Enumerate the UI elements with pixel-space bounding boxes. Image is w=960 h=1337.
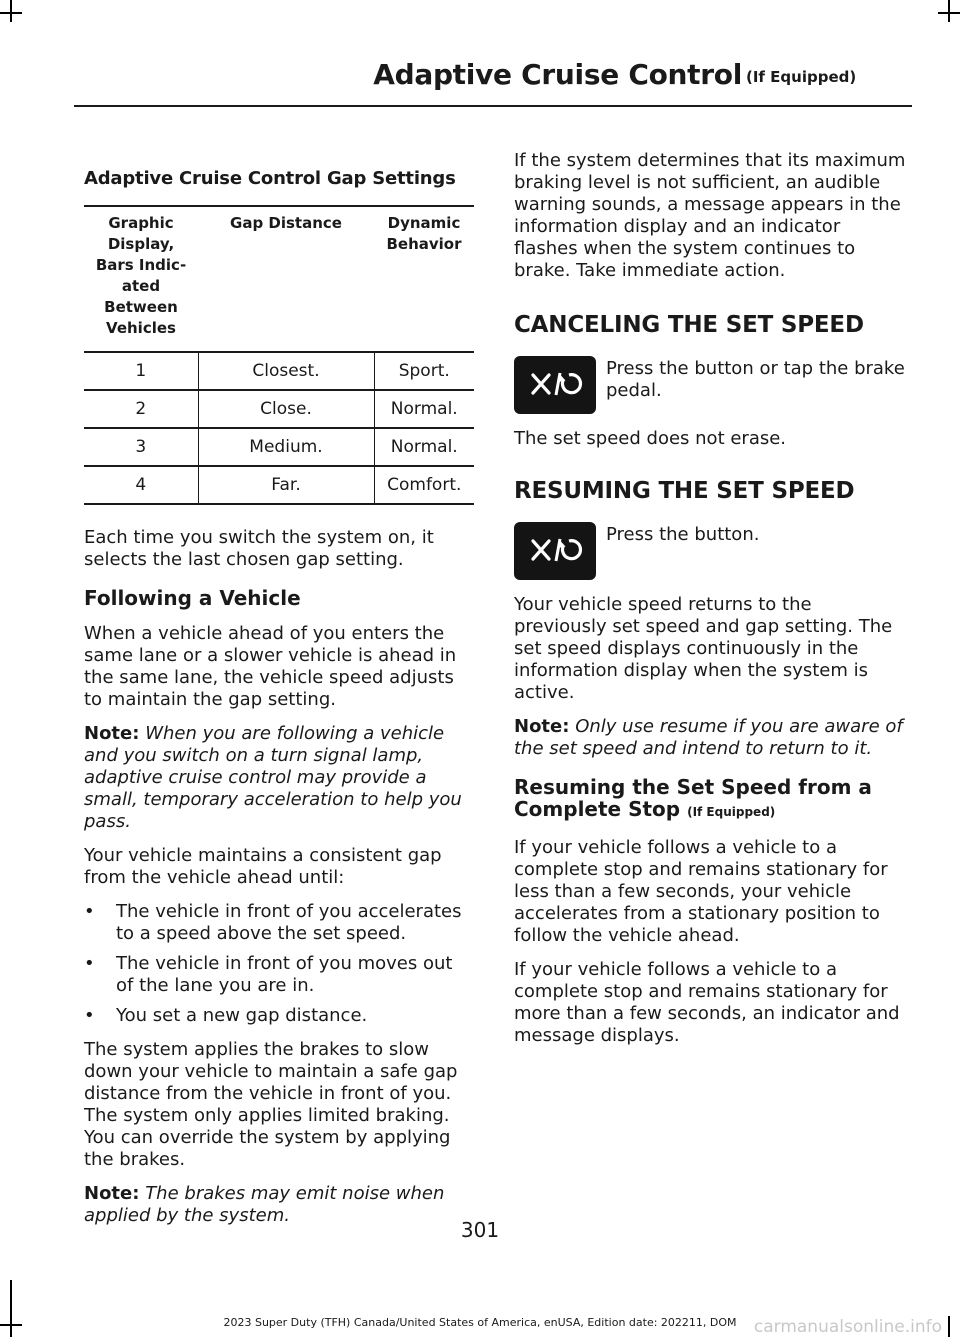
note-turn-signal [84, 723, 474, 833]
gap-settings-table [84, 205, 474, 505]
heading-resuming-set-speed: RESUMING THE SET SPEED [514, 478, 855, 504]
crop-mark [948, 0, 950, 22]
bullet-list [84, 901, 474, 1027]
bullet-dot: • [84, 901, 95, 922]
crop-mark [0, 12, 22, 14]
table-row [84, 352, 474, 390]
table-cell: Medium. [198, 428, 374, 466]
paragraph-speed-returns: Your vehicle speed returns to the previously set speed and gap setting. The set speed displays continuously in the information display when the system is active. [514, 594, 893, 703]
table-cell: Comfort. [374, 466, 474, 504]
note-text: Only use resume if you are aware of the set speed and intend to return to it. [514, 716, 903, 759]
heading-text: Resuming the Set Speed from a Complete Stop [514, 775, 872, 821]
note-resume [514, 716, 908, 760]
crop-mark [938, 12, 960, 14]
note-text: The brakes may emit noise when applied by the system. [84, 1183, 445, 1226]
list-item-text: The vehicle in front of you accelerates to a speed above the set speed. [116, 901, 462, 944]
note-label: Note: [84, 723, 140, 744]
table-cell: Closest. [198, 352, 374, 390]
paragraph-stationary-less: If your vehicle follows a vehicle to a complete stop and remains stationary for less than a few seconds, your vehicle accelerates from a stationary position to follow the vehicle ahead. [514, 837, 888, 946]
list-item-text: The vehicle in front of you moves out of the lane you are in. [116, 953, 453, 996]
right-column [514, 150, 908, 1059]
page-header-title: Adaptive Cruise Control [373, 58, 742, 91]
cancel-instruction-row [514, 356, 908, 414]
paragraph-not-erase: The set speed does not erase. [514, 428, 787, 449]
heading-resume-from-stop [514, 776, 908, 823]
bullet-dot: • [84, 953, 95, 974]
table-header-cell: Gap Distance [198, 206, 374, 352]
table-row [84, 390, 474, 428]
watermark: carmanualsonline.info [753, 1317, 942, 1337]
left-column [84, 168, 474, 1239]
table-cell: Normal. [374, 428, 474, 466]
table-header-cell: Graphic Display, Bars Indic- ated Between Vehicles [84, 206, 198, 352]
footer-edition: 2023 Super Duty (TFH) Canada/United States of America, enUSA, Edition date: 202211, DOM [223, 1316, 737, 1329]
cancel-resume-button-icon [514, 522, 596, 580]
table-cell: 4 [84, 466, 198, 504]
crop-mark [10, 0, 12, 22]
note-label: Note: [84, 1183, 140, 1204]
table-cell: Sport. [374, 352, 474, 390]
list-item-text: You set a new gap distance. [116, 1005, 368, 1026]
paragraph-maintains-gap: Your vehicle maintains a consistent gap from the vehicle ahead until: [84, 845, 442, 888]
table-row [84, 466, 474, 504]
list-item [84, 1005, 474, 1027]
resume-instruction-text: Press the button. [606, 524, 760, 545]
page-header-subtitle: (If Equipped) [746, 68, 857, 86]
header-divider [74, 105, 912, 107]
note-text: When you are following a vehicle and you switch on a turn signal lamp, adaptive cruise control may provide a small, temporary acceleration to help you pass. [84, 723, 462, 832]
cancel-resume-button-icon [514, 356, 596, 414]
paragraph-max-braking: If the system determines that its maximum braking level is not sufficient, an audible warning sounds, a message appears in the information display and an indicator flashes when the system continues to brake. Take immediate action. [514, 150, 906, 281]
cancel-instruction-text: Press the button or tap the brake pedal. [606, 358, 905, 401]
list-item [84, 901, 474, 945]
paragraph-applies-brakes: The system applies the brakes to slow down your vehicle to maintain a safe gap distance from the vehicle in front of you. The system only applies limited braking. You can override the system by applying the brakes. [84, 1039, 458, 1170]
table-cell: Close. [198, 390, 374, 428]
table-cell: 3 [84, 428, 198, 466]
page-number: 301 [460, 1218, 500, 1242]
table-cell: 1 [84, 352, 198, 390]
paragraph-following: When a vehicle ahead of you enters the same lane or a slower vehicle is ahead in the same lane, the vehicle speed adjusts to maintain the gap setting. [84, 623, 457, 710]
table-cell: 2 [84, 390, 198, 428]
heading-following-vehicle: Following a Vehicle [84, 586, 301, 610]
if-equipped-label: (If Equipped) [687, 805, 776, 819]
table-header-cell: Dynamic Behavior [374, 206, 474, 352]
table-cell: Far. [198, 466, 374, 504]
table-row [84, 428, 474, 466]
heading-canceling-set-speed: CANCELING THE SET SPEED [514, 312, 864, 338]
table-title: Adaptive Cruise Control Gap Settings [84, 168, 456, 189]
table-cell: Normal. [374, 390, 474, 428]
resume-instruction-row [514, 522, 908, 580]
list-item [84, 953, 474, 997]
paragraph-last-gap: Each time you switch the system on, it selects the last chosen gap setting. [84, 527, 434, 570]
bullet-dot: • [84, 1005, 95, 1026]
paragraph-stationary-more: If your vehicle follows a vehicle to a complete stop and remains stationary for more than a few seconds, an indicator and message displays. [514, 959, 900, 1046]
note-label: Note: [514, 716, 570, 737]
